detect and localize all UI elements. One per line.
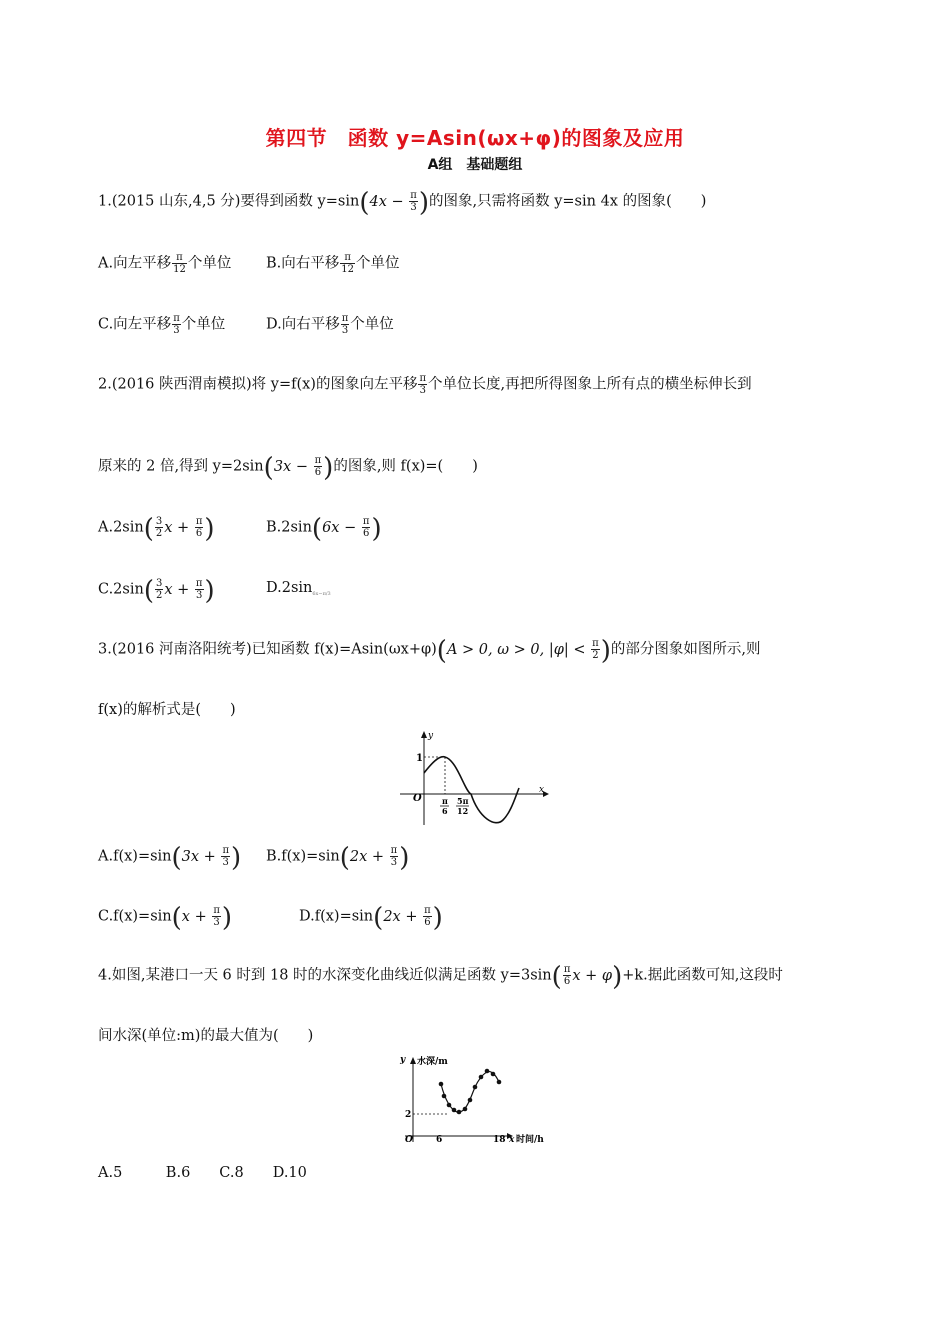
q4-data-point xyxy=(479,1075,484,1080)
q2-option-c[interactable] xyxy=(98,575,215,606)
q2-option-a[interactable] xyxy=(98,513,215,544)
q3-x-tick1-den: 6 xyxy=(442,806,448,816)
q4-data-point xyxy=(485,1069,490,1074)
q4-data-point xyxy=(473,1085,478,1090)
q2-a-n1: 3 xyxy=(155,516,163,527)
q1-frac-num: π xyxy=(410,190,417,201)
q1-option-b-fraction xyxy=(340,252,355,275)
q1-option-c-fraction xyxy=(172,313,181,336)
q2-line2-start: 原来的 2 倍,得到 y=2sin xyxy=(98,458,264,475)
q3-b-frac xyxy=(390,845,399,868)
q4-data-point xyxy=(463,1107,468,1112)
q1-c-num: π xyxy=(173,313,180,324)
q4-formula: ( $\frac{\pi}{6}$ x + φ) xyxy=(551,961,623,992)
q3-sine-curve xyxy=(424,757,519,823)
q2-a-frac1 xyxy=(155,516,163,539)
q1-option-a-unit: 个单位 xyxy=(187,255,232,272)
q4-x-title: 时间/h xyxy=(516,1135,544,1145)
question-3-line2: f(x)的解析式是( ) xyxy=(98,702,236,718)
q1-inner: 4x − xyxy=(369,193,409,210)
q2-option-b-formula: (6x − $\frac{\pi}{6}$ ) xyxy=(311,513,382,544)
q4-options[interactable]: A.5 B.6 C.8 D.10 xyxy=(98,1165,307,1181)
q4-frac-num: π xyxy=(563,964,571,975)
q3-option-b-formula: (2x + $\frac{\pi}{3}$ ) xyxy=(339,842,410,873)
q4-x-tick-6: 6 xyxy=(436,1135,443,1145)
question-4-stem xyxy=(98,961,783,992)
q2-a-frac2 xyxy=(195,516,204,539)
q3-option-d[interactable] xyxy=(299,902,443,933)
q2-option-b[interactable] xyxy=(266,513,382,544)
q3-cond-den: 2 xyxy=(592,650,599,661)
q4-y-tick-2: 2 xyxy=(405,1110,412,1120)
q3-a-frac xyxy=(221,845,230,868)
q1-option-b-text: B.向右平移 xyxy=(266,255,340,272)
q2-c-frac2 xyxy=(195,578,204,601)
q2-line2-num: π xyxy=(314,455,322,466)
q2-line2-fraction xyxy=(314,455,323,478)
q4-y-arrow xyxy=(410,1057,416,1064)
q1-formula: (4x − $\frac{\pi}{3}$ ) xyxy=(359,187,429,218)
question-1-stem xyxy=(98,187,707,218)
q3-c-frac xyxy=(212,905,221,928)
q2-b-den: 6 xyxy=(362,528,370,539)
q2-stem-end: 个单位长度,再把所得图象上所有点的横坐标伸长到 xyxy=(428,376,752,393)
q3-stem-start: 3.(2016 河南洛阳统考)已知函数 f(x)=Asin(ωx+φ) xyxy=(98,641,437,658)
q4-data-point xyxy=(457,1110,462,1115)
q1-d-num: π xyxy=(341,313,349,324)
q3-option-c-text: C.f(x)=sin xyxy=(98,908,172,925)
q2-option-a-formula: ( $\frac{3}{2}$ x + $\frac{\pi}{6}$ ) xyxy=(143,513,215,544)
q2-frac-den: 3 xyxy=(419,385,426,396)
q2-b-num: π xyxy=(362,516,370,527)
q1-stem-start: 1.(2015 山东,4,5 分)要得到函数 y=sin xyxy=(98,193,360,210)
q4-x-label: x xyxy=(509,1135,515,1145)
q4-data-point xyxy=(442,1094,447,1099)
q1-b-den: 12 xyxy=(341,264,354,275)
q3-a-num: π xyxy=(222,845,230,856)
q2-c-d1: 2 xyxy=(156,590,163,601)
q2-c-d2: 3 xyxy=(196,590,203,601)
q2-b-inner: 6x − xyxy=(322,519,361,536)
q2-c-frac1 xyxy=(155,578,163,601)
q2-option-d[interactable] xyxy=(266,578,331,604)
q1-option-b[interactable] xyxy=(266,252,400,275)
q3-origin-label: O xyxy=(413,793,422,804)
q2-option-d-tiny-formula: 6x−π/3 xyxy=(312,591,331,597)
q1-d-den: 3 xyxy=(341,325,349,336)
q2-option-a-text: A.2sin xyxy=(98,519,144,536)
q2-line2-den: 6 xyxy=(314,467,322,478)
q3-d-inner: 2x + xyxy=(383,908,423,925)
q1-option-d-text: D.向右平移 xyxy=(266,316,340,333)
q1-option-a-fraction xyxy=(172,252,187,275)
q1-a-num: π xyxy=(172,252,187,264)
q3-c-num: π xyxy=(213,905,220,916)
q4-origin-label: O xyxy=(405,1135,413,1145)
q1-option-d[interactable] xyxy=(266,313,394,336)
q4-data-point xyxy=(468,1098,473,1103)
q3-b-inner: 2x + xyxy=(349,848,389,865)
q3-c-den: 3 xyxy=(213,917,220,928)
q3-a-inner: 3x + xyxy=(181,848,221,865)
q1-option-b-unit: 个单位 xyxy=(356,255,400,272)
q2-option-b-text: B.2sin xyxy=(266,519,312,536)
q4-data-point xyxy=(447,1103,452,1108)
q4-depth-graph xyxy=(395,1050,570,1145)
q2-a-mid: x + xyxy=(164,519,194,536)
q1-option-a-text: A.向左平移 xyxy=(98,255,172,272)
q4-y-label: y xyxy=(400,1055,406,1065)
page-title: 第四节 函数 y=Asin(ωx+φ)的图象及应用 xyxy=(265,126,685,150)
q2-b-frac xyxy=(362,516,371,539)
q3-option-c[interactable] xyxy=(98,902,233,933)
question-3-stem xyxy=(98,635,761,666)
q3-option-b[interactable] xyxy=(266,842,410,873)
question-4-line2: 间水深(单位:m)的最大值为( ) xyxy=(98,1028,314,1044)
q4-y-title: 水深/m xyxy=(417,1057,448,1067)
q4-data-point xyxy=(439,1082,444,1087)
q3-a-den: 3 xyxy=(222,857,229,868)
q3-c-inner: x + xyxy=(181,908,212,925)
q3-b-den: 3 xyxy=(390,857,398,868)
section-subtitle: A组 基础题组 xyxy=(427,157,523,173)
q3-y-label: y xyxy=(428,731,434,741)
q4-frac-den: 6 xyxy=(563,976,571,987)
q3-option-c-formula: (x + $\frac{\pi}{3}$ ) xyxy=(171,902,233,933)
q2-a-d2: 6 xyxy=(195,528,203,539)
q1-option-d-fraction xyxy=(341,313,350,336)
q4-stem-start: 4.如图,某港口一天 6 时到 18 时的水深变化曲线近似满足函数 y=3sin xyxy=(98,967,552,984)
q1-option-a[interactable] xyxy=(98,252,231,275)
q3-d-den: 6 xyxy=(424,917,431,928)
q3-sine-graph xyxy=(395,730,555,830)
q2-stem-start: 2.(2016 陕西渭南模拟)将 y=f(x)的图象向左平移 xyxy=(98,376,418,393)
q3-d-num: π xyxy=(424,905,431,916)
q1-option-c-unit: 个单位 xyxy=(181,316,226,333)
q3-option-a-text: A.f(x)=sin xyxy=(98,848,172,865)
q4-data-point xyxy=(452,1108,457,1113)
q3-cond-num: π xyxy=(592,638,599,649)
q3-stem-end: 的部分图象如图所示,则 xyxy=(610,641,761,658)
q2-a-d1: 2 xyxy=(155,528,163,539)
q3-x-tick2-num: 5π xyxy=(457,796,469,806)
q2-line2-end: 的图象,则 f(x)=( ) xyxy=(333,458,478,475)
q3-b-num: π xyxy=(390,845,398,856)
q3-y-arrow xyxy=(421,731,427,738)
q2-frac-num: π xyxy=(419,373,427,384)
q3-cond-text: A > 0, ω > 0, |φ| < xyxy=(446,641,591,658)
q1-option-c[interactable] xyxy=(98,313,225,336)
q2-formula: (3x − $\frac{\pi}{6}$ ) xyxy=(263,452,334,483)
q3-y-tick-1: 1 xyxy=(416,753,423,764)
q3-d-frac xyxy=(423,905,432,928)
q2-c-n1: 3 xyxy=(156,578,163,589)
q3-condition: (A > 0, ω > 0, |φ| < $\frac{\pi}{2}$ ) xyxy=(436,635,611,666)
q3-cond-frac xyxy=(591,638,600,661)
q3-option-a-formula: (3x + $\frac{\pi}{3}$ ) xyxy=(171,842,242,873)
q4-stem-end: +k.据此函数可知,这段时 xyxy=(622,967,783,984)
q1-b-num: π xyxy=(340,252,355,264)
q2-inner: 3x − xyxy=(273,458,313,475)
q1-c-den: 3 xyxy=(173,325,180,336)
q3-x-tick2-den: 12 xyxy=(457,806,469,816)
question-2-stem xyxy=(98,373,752,396)
q4-inner: x + φ xyxy=(572,967,613,984)
q1-stem-end: 的图象,只需将函数 y=sin 4x 的图象( ) xyxy=(428,193,707,210)
q3-x-label: x xyxy=(539,785,545,795)
q3-option-b-text: B.f(x)=sin xyxy=(266,848,340,865)
q2-c-n2: π xyxy=(195,578,203,589)
q2-option-c-text: C.2sin xyxy=(98,581,144,598)
q4-data-point xyxy=(491,1072,496,1077)
q2-option-c-formula: ( $\frac{3}{2}$ x + $\frac{\pi}{3}$ ) xyxy=(143,575,215,606)
q1-frac-den: 3 xyxy=(410,202,417,213)
q1-fraction xyxy=(409,190,418,213)
q1-a-den: 12 xyxy=(173,264,186,275)
q2-option-d-text: D.2sin xyxy=(266,580,313,596)
q2-fraction xyxy=(418,373,427,396)
q2-c-mid: x + xyxy=(164,581,194,598)
q4-x-tick-18: 18 xyxy=(493,1135,506,1145)
question-2-line2 xyxy=(98,452,478,483)
q3-x-tick1-num: π xyxy=(442,796,448,806)
q3-option-d-formula: (2x + $\frac{\pi}{6}$ ) xyxy=(373,902,443,933)
q1-option-d-unit: 个单位 xyxy=(350,316,394,333)
q3-option-d-text: D.f(x)=sin xyxy=(299,908,374,925)
q4-data-point xyxy=(497,1080,502,1085)
q3-option-a[interactable] xyxy=(98,842,242,873)
q2-a-n2: π xyxy=(195,516,203,527)
q4-frac xyxy=(563,964,572,987)
q1-option-c-text: C.向左平移 xyxy=(98,316,172,333)
